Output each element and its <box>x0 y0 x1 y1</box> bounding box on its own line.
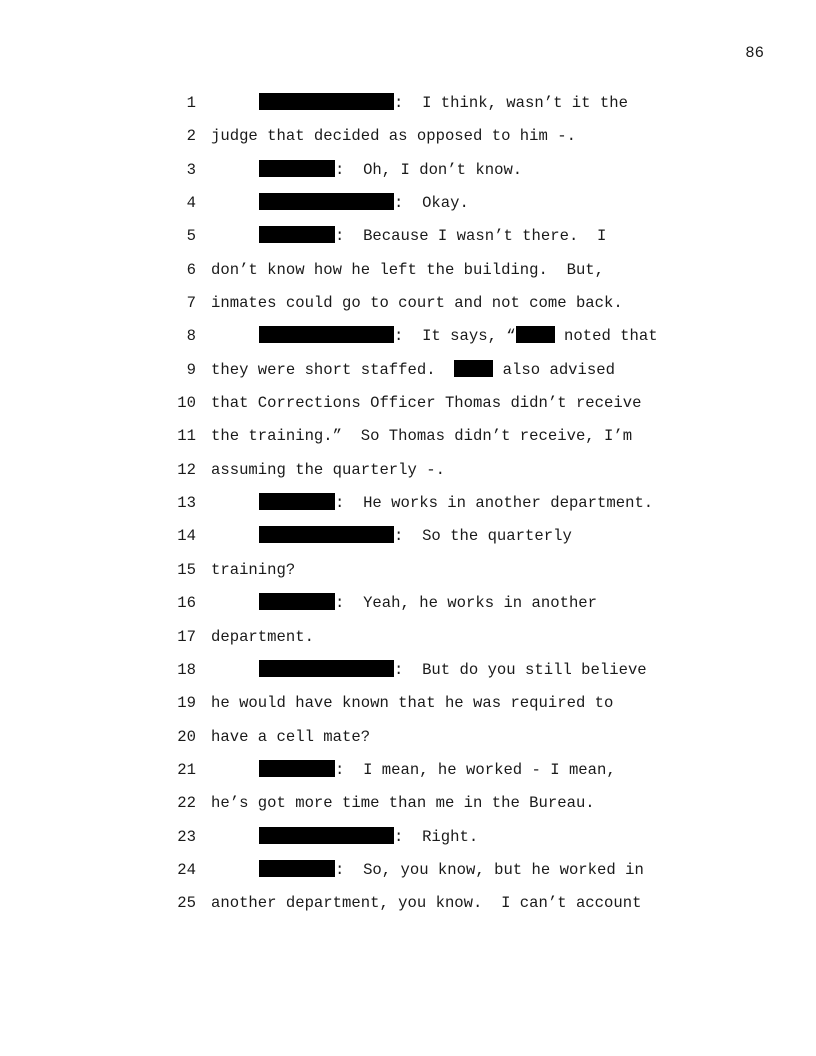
line-number: 14 <box>177 527 196 546</box>
line-text-content: : Because I wasn’t there. I <box>335 227 607 246</box>
line-text <box>259 92 628 114</box>
redacted-speaker-name <box>259 593 335 610</box>
line-text <box>211 459 445 481</box>
line-text-content: assuming the quarterly -. <box>211 460 445 479</box>
transcript-line <box>0 626 816 659</box>
line-number: 21 <box>177 760 196 779</box>
line-text-content: inmates could go to court and not come back. <box>211 294 623 313</box>
transcript-line <box>0 559 816 592</box>
line-number: 15 <box>177 560 196 579</box>
line-number: 18 <box>177 660 196 679</box>
transcript-line <box>0 759 816 792</box>
line-text-content: : So, you know, but he worked in <box>335 860 644 879</box>
line-text <box>211 559 295 581</box>
line-text-content: they were short staffed. <box>211 360 455 379</box>
transcript-line <box>0 425 816 458</box>
line-text <box>211 892 641 914</box>
line-text-content: : I think, wasn’t it the <box>394 94 628 112</box>
redacted-speaker-name <box>259 660 394 677</box>
line-text-content: judge that decided as opposed to him -. <box>211 127 576 146</box>
line-text-content: : Oh, I don’t know. <box>335 160 523 179</box>
redacted-name <box>454 360 493 377</box>
redacted-speaker-name <box>259 860 335 877</box>
transcript-line <box>0 592 816 625</box>
line-number: 24 <box>177 860 196 879</box>
transcript-line <box>0 459 816 492</box>
transcript-line <box>0 359 816 392</box>
line-text-content: : He works in another department. <box>335 494 654 513</box>
line-text-content: : Yeah, he works in another <box>335 594 598 613</box>
line-text <box>259 325 658 347</box>
redacted-speaker-name <box>259 493 335 510</box>
line-text <box>211 792 595 814</box>
transcript-body <box>0 92 816 926</box>
line-text <box>259 492 653 514</box>
line-text-content: he would have known that he was required to <box>211 694 614 713</box>
line-text <box>211 425 632 447</box>
line-text-content: have a cell mate? <box>211 727 371 746</box>
line-text <box>259 525 572 547</box>
redacted-speaker-name <box>259 827 394 844</box>
line-text <box>211 692 613 714</box>
line-text <box>259 192 469 214</box>
transcript-line <box>0 726 816 759</box>
line-number: 25 <box>177 894 196 913</box>
line-number: 16 <box>177 594 196 613</box>
line-number: 9 <box>186 360 196 379</box>
line-number: 17 <box>177 627 196 646</box>
transcript-line <box>0 492 816 525</box>
page-number: 86 <box>745 44 764 62</box>
transcript-line <box>0 192 816 225</box>
line-text <box>259 592 597 614</box>
line-number: 7 <box>186 294 196 313</box>
line-number: 23 <box>177 827 196 846</box>
line-text-content: don’t know how he left the building. But, <box>211 260 605 279</box>
line-text-continuation: noted that <box>554 327 658 346</box>
line-text <box>211 259 604 281</box>
redacted-speaker-name <box>259 160 335 177</box>
line-number: 8 <box>186 327 196 346</box>
transcript-line <box>0 859 816 892</box>
line-text <box>259 225 606 247</box>
transcript-line <box>0 292 816 325</box>
line-text <box>259 159 522 181</box>
transcript-line <box>0 692 816 725</box>
line-text <box>259 759 616 781</box>
line-number: 6 <box>186 260 196 279</box>
transcript-line <box>0 826 816 859</box>
line-number: 2 <box>186 127 196 146</box>
transcript-line <box>0 525 816 558</box>
line-number: 4 <box>186 194 196 213</box>
line-number: 5 <box>186 227 196 246</box>
line-number: 20 <box>177 727 196 746</box>
redacted-speaker-name <box>259 326 394 343</box>
line-text-content: : But do you still believe <box>394 660 647 679</box>
transcript-line <box>0 259 816 292</box>
line-text <box>211 626 314 648</box>
transcript-line <box>0 392 816 425</box>
line-text-content: : Right. <box>394 827 479 846</box>
line-number: 12 <box>177 460 196 479</box>
line-number: 3 <box>186 160 196 179</box>
redacted-speaker-name <box>259 226 335 243</box>
line-text-content: department. <box>211 627 314 646</box>
line-text-content: : I mean, he worked - I mean, <box>335 760 616 779</box>
line-text <box>211 392 641 414</box>
transcript-line <box>0 792 816 825</box>
line-number: 1 <box>186 94 196 112</box>
transcript-line <box>0 325 816 358</box>
line-text-content: the training.” So Thomas didn’t receive, I’m <box>211 427 633 446</box>
line-text <box>259 659 647 681</box>
line-text-continuation: also advised <box>493 360 615 379</box>
line-number: 11 <box>177 427 196 446</box>
redacted-speaker-name <box>259 526 394 543</box>
line-text <box>259 859 644 881</box>
line-number: 13 <box>177 494 196 513</box>
line-text <box>211 359 615 381</box>
redacted-speaker-name <box>259 193 394 210</box>
redacted-speaker-name <box>259 93 394 110</box>
line-text-content: he’s got more time than me in the Bureau. <box>211 794 595 813</box>
transcript-line <box>0 125 816 158</box>
line-text-content: another department, you know. I can’t account <box>211 894 642 913</box>
line-number: 22 <box>177 794 196 813</box>
line-text-content: : Okay. <box>394 194 469 213</box>
redacted-name <box>516 326 555 343</box>
transcript-line <box>0 159 816 192</box>
line-text <box>211 125 576 147</box>
line-text <box>211 292 623 314</box>
line-text-content: : It says, “ <box>394 327 516 346</box>
line-text <box>211 726 370 748</box>
line-text-content: training? <box>211 560 296 579</box>
transcript-line <box>0 225 816 258</box>
transcript-line <box>0 892 816 925</box>
line-number: 10 <box>177 394 196 413</box>
line-number: 19 <box>177 694 196 713</box>
line-text <box>259 826 478 848</box>
transcript-line <box>0 659 816 692</box>
transcript-line <box>0 92 816 125</box>
redacted-speaker-name <box>259 760 335 777</box>
line-text-content: : So the quarterly <box>394 527 572 546</box>
line-text-content: that Corrections Officer Thomas didn’t receive <box>211 394 642 413</box>
